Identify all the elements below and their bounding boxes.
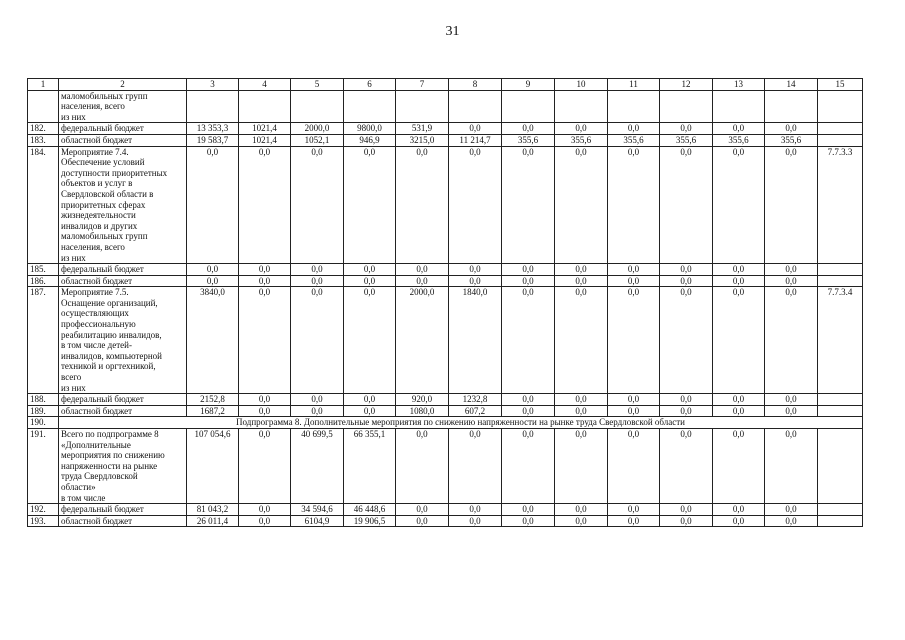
code-cell [818,429,863,504]
value-cell: 0,0 [608,275,660,287]
value-cell: 0,0 [555,515,608,527]
row-index: 189. [28,405,59,417]
header-cell: 10 [555,79,608,91]
code-cell [818,123,863,135]
header-cell: 13 [713,79,765,91]
header-cell: 6 [344,79,396,91]
value-cell [396,90,449,123]
row-index [28,90,59,123]
value-cell: 355,6 [765,134,818,146]
row-index: 186. [28,275,59,287]
header-cell: 5 [291,79,344,91]
value-cell: 0,0 [713,146,765,264]
value-cell: 0,0 [396,504,449,516]
row-label: Всего по подпрограмме 8 «Дополнительные мероприятия по снижению напряженности на рынке труда Свердловской области» в том числе [59,429,187,504]
value-cell: 0,0 [608,146,660,264]
row-label: областной бюджет [59,134,187,146]
value-cell: 0,0 [239,146,291,264]
row-label: областной бюджет [59,405,187,417]
row-index: 184. [28,146,59,264]
value-cell: 1232,8 [449,394,502,406]
code-cell [818,504,863,516]
value-cell: 0,0 [555,394,608,406]
value-cell: 0,0 [502,287,555,394]
value-cell: 0,0 [555,504,608,516]
value-cell: 0,0 [765,515,818,527]
value-cell: 0,0 [396,429,449,504]
value-cell: 1080,0 [396,405,449,417]
value-cell: 0,0 [660,146,713,264]
value-cell: 0,0 [608,123,660,135]
value-cell: 0,0 [608,264,660,276]
value-cell: 0,0 [608,515,660,527]
value-cell: 0,0 [660,394,713,406]
value-cell: 0,0 [713,504,765,516]
value-cell: 0,0 [713,429,765,504]
value-cell: 40 699,5 [291,429,344,504]
value-cell: 0,0 [502,146,555,264]
header-row [28,79,863,91]
value-cell: 0,0 [344,394,396,406]
value-cell: 0,0 [608,287,660,394]
value-cell: 355,6 [555,134,608,146]
value-cell: 0,0 [291,275,344,287]
value-cell: 0,0 [449,123,502,135]
value-cell [502,90,555,123]
value-cell: 6104,9 [291,515,344,527]
value-cell: 0,0 [449,429,502,504]
value-cell: 9800,0 [344,123,396,135]
table-row [28,134,863,146]
table-row [28,405,863,417]
value-cell: 0,0 [502,429,555,504]
value-cell: 0,0 [713,394,765,406]
subprogram-row [28,417,863,429]
value-cell: 81 043,2 [187,504,239,516]
value-cell: 11 214,7 [449,134,502,146]
table-row [28,275,863,287]
header-cell: 1 [28,79,59,91]
value-cell: 0,0 [449,264,502,276]
value-cell: 0,0 [291,146,344,264]
value-cell: 0,0 [660,264,713,276]
header-cell: 2 [59,79,187,91]
value-cell: 0,0 [713,275,765,287]
table-row [28,90,863,123]
table-row [28,504,863,516]
value-cell: 1840,0 [449,287,502,394]
value-cell: 0,0 [291,405,344,417]
table-row [28,287,863,394]
value-cell [291,90,344,123]
value-cell: 0,0 [765,123,818,135]
value-cell: 0,0 [765,287,818,394]
row-label: Мероприятие 7.4. Обеспечение условий доступности приоритетных объектов и услуг в Свердловской области в приоритетных сферах жизнедеятельности инвалидов и других маломобильных групп населения, всего из них [59,146,187,264]
value-cell: 0,0 [396,264,449,276]
value-cell: 66 355,1 [344,429,396,504]
value-cell [608,90,660,123]
value-cell: 0,0 [449,275,502,287]
value-cell: 13 353,3 [187,123,239,135]
header-cell: 7 [396,79,449,91]
value-cell: 0,0 [502,515,555,527]
value-cell: 0,0 [713,405,765,417]
value-cell: 946,9 [344,134,396,146]
value-cell: 1021,4 [239,123,291,135]
value-cell: 0,0 [555,275,608,287]
value-cell: 0,0 [555,429,608,504]
row-label: областной бюджет [59,515,187,527]
code-cell [818,90,863,123]
value-cell: 0,0 [608,405,660,417]
value-cell [187,90,239,123]
value-cell: 355,6 [502,134,555,146]
value-cell: 0,0 [187,275,239,287]
value-cell: 0,0 [660,275,713,287]
header-cell: 8 [449,79,502,91]
table-row [28,264,863,276]
value-cell [555,90,608,123]
value-cell: 0,0 [555,264,608,276]
row-label: федеральный бюджет [59,123,187,135]
row-index: 193. [28,515,59,527]
value-cell: 0,0 [344,264,396,276]
value-cell [765,90,818,123]
page-number: 31 [445,24,460,39]
value-cell: 2000,0 [291,123,344,135]
value-cell: 0,0 [449,515,502,527]
value-cell: 0,0 [608,394,660,406]
value-cell: 0,0 [502,405,555,417]
header-cell: 11 [608,79,660,91]
value-cell: 0,0 [187,146,239,264]
row-label: областной бюджет [59,275,187,287]
value-cell: 0,0 [239,394,291,406]
value-cell: 0,0 [765,275,818,287]
value-cell: 0,0 [608,429,660,504]
value-cell: 0,0 [396,146,449,264]
value-cell [239,90,291,123]
value-cell: 0,0 [239,275,291,287]
header-cell: 14 [765,79,818,91]
value-cell: 1021,4 [239,134,291,146]
value-cell: 0,0 [239,504,291,516]
value-cell: 19 906,5 [344,515,396,527]
value-cell: 2000,0 [396,287,449,394]
value-cell: 0,0 [660,287,713,394]
value-cell: 0,0 [291,394,344,406]
value-cell [713,90,765,123]
value-cell: 1687,2 [187,405,239,417]
value-cell: 0,0 [344,287,396,394]
value-cell: 0,0 [713,123,765,135]
value-cell [660,90,713,123]
header-cell: 12 [660,79,713,91]
value-cell: 46 448,6 [344,504,396,516]
value-cell: 0,0 [187,264,239,276]
value-cell: 0,0 [239,405,291,417]
value-cell: 0,0 [555,146,608,264]
value-cell: 0,0 [291,287,344,394]
code-cell [818,134,863,146]
code-cell [818,264,863,276]
value-cell: 0,0 [660,405,713,417]
value-cell: 0,0 [713,264,765,276]
value-cell: 531,9 [396,123,449,135]
value-cell: 19 583,7 [187,134,239,146]
header-cell: 9 [502,79,555,91]
code-cell [818,515,863,527]
subprogram-title: Подпрограмма 8. Дополнительные мероприятия по снижению напряженности на рынке труда Свердловской области [59,417,863,429]
row-index: 182. [28,123,59,135]
code-cell [818,394,863,406]
value-cell: 0,0 [765,429,818,504]
value-cell: 0,0 [344,405,396,417]
value-cell: 0,0 [502,264,555,276]
value-cell: 0,0 [239,515,291,527]
value-cell: 0,0 [713,287,765,394]
value-cell: 0,0 [608,504,660,516]
value-cell: 3840,0 [187,287,239,394]
table-row [28,515,863,527]
value-cell: 0,0 [502,504,555,516]
value-cell: 1052,1 [291,134,344,146]
header-cell: 4 [239,79,291,91]
value-cell: 355,6 [608,134,660,146]
value-cell: 107 054,6 [187,429,239,504]
row-index: 192. [28,504,59,516]
value-cell: 0,0 [291,264,344,276]
row-label: федеральный бюджет [59,394,187,406]
value-cell: 2152,8 [187,394,239,406]
value-cell: 0,0 [502,123,555,135]
value-cell [449,90,502,123]
value-cell: 0,0 [765,264,818,276]
header-cell: 15 [818,79,863,91]
value-cell: 0,0 [765,146,818,264]
value-cell: 0,0 [555,287,608,394]
value-cell: 0,0 [449,146,502,264]
value-cell: 0,0 [713,515,765,527]
value-cell: 0,0 [344,146,396,264]
table-row [28,146,863,264]
value-cell: 0,0 [239,264,291,276]
code-cell: 7.7.3.3 [818,146,863,264]
value-cell: 0,0 [555,123,608,135]
value-cell: 34 594,6 [291,504,344,516]
value-cell: 26 011,4 [187,515,239,527]
value-cell: 0,0 [555,405,608,417]
code-cell [818,275,863,287]
value-cell: 0,0 [765,504,818,516]
row-index: 183. [28,134,59,146]
table-row [28,123,863,135]
value-cell: 920,0 [396,394,449,406]
value-cell: 0,0 [396,275,449,287]
value-cell [344,90,396,123]
value-cell: 0,0 [502,394,555,406]
value-cell: 0,0 [765,405,818,417]
value-cell: 0,0 [765,394,818,406]
row-label: маломобильных групп населения, всего из них [59,90,187,123]
row-label: федеральный бюджет [59,504,187,516]
row-label: федеральный бюджет [59,264,187,276]
table-row [28,394,863,406]
budget-table [27,78,863,527]
value-cell: 607,2 [449,405,502,417]
value-cell: 0,0 [660,504,713,516]
value-cell: 0,0 [660,515,713,527]
row-index: 185. [28,264,59,276]
value-cell: 3215,0 [396,134,449,146]
row-label: Мероприятие 7.5. Оснащение организаций, осуществляющих профессиональную реабилитацию инвалидов, в том числе детей- инвалидов, компьютерной техникой и оргтехникой, всего из них [59,287,187,394]
value-cell: 0,0 [239,287,291,394]
value-cell: 355,6 [660,134,713,146]
row-index: 188. [28,394,59,406]
value-cell: 0,0 [239,429,291,504]
code-cell [818,405,863,417]
header-cell: 3 [187,79,239,91]
value-cell: 0,0 [449,504,502,516]
row-index: 187. [28,287,59,394]
value-cell: 0,0 [396,515,449,527]
row-index: 191. [28,429,59,504]
row-index: 190. [28,417,59,429]
value-cell: 0,0 [344,275,396,287]
value-cell: 0,0 [660,429,713,504]
value-cell: 355,6 [713,134,765,146]
value-cell: 0,0 [502,275,555,287]
code-cell: 7.7.3.4 [818,287,863,394]
value-cell: 0,0 [660,123,713,135]
table-row [28,429,863,504]
